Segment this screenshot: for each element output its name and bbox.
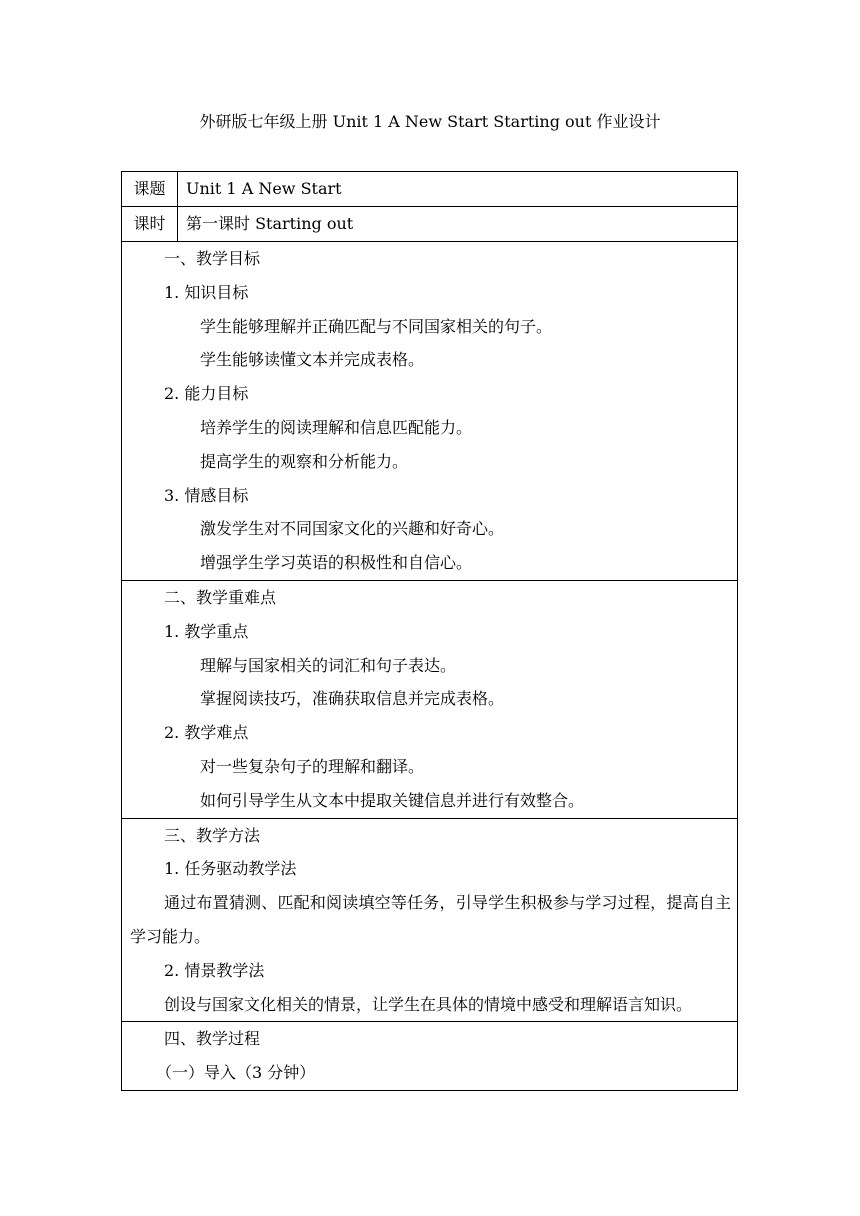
sub-heading: 1. 任务驱动教学法 [164, 859, 297, 879]
list-item: 提高学生的观察和分析能力。 [200, 451, 409, 471]
section-objectives [122, 242, 738, 581]
section-process-row [122, 1022, 738, 1091]
section-process [122, 1022, 738, 1091]
sub-heading: 3. 情感目标 [164, 485, 249, 505]
section-heading: 三、教学方法 [164, 825, 261, 845]
topic-label: 课题 [122, 172, 178, 207]
topic-row [122, 172, 738, 207]
section-methods [122, 818, 738, 1022]
list-item: 增强学生学习英语的积极性和自信心。 [200, 553, 473, 573]
list-item: 学生能够理解并正确匹配与不同国家相关的句子。 [200, 316, 553, 336]
sub-heading: 2. 教学难点 [164, 723, 249, 743]
list-item: 理解与国家相关的词汇和句子表达。 [200, 655, 457, 675]
section-heading: 四、教学过程 [164, 1029, 261, 1049]
sub-heading: 1. 知识目标 [164, 282, 249, 302]
section-key-points-row [122, 580, 738, 818]
list-item: 掌握阅读技巧，准确获取信息并完成表格。 [200, 689, 505, 709]
section-heading: 二、教学重难点 [164, 587, 277, 607]
paragraph: 创设与国家文化相关的情景，让学生在具体的情境中感受和理解语言知识。 [164, 994, 693, 1014]
list-item: 学生能够读懂文本并完成表格。 [200, 350, 425, 370]
section-key-points [122, 580, 738, 818]
list-item: 对一些复杂句子的理解和翻译。 [200, 756, 425, 776]
list-item: 培养学生的阅读理解和信息匹配能力。 [200, 417, 473, 437]
topic-value: Unit 1 A New Start [178, 172, 738, 207]
period-value: 第一课时 Starting out [178, 207, 738, 242]
document-title: 外研版七年级上册 Unit 1 A New Start Starting out 作业设计 [199, 112, 661, 131]
paragraph: 通过布置猜测、匹配和阅读填空等任务，引导学生积极参与学习过程，提高自主学习能力。 [130, 893, 731, 946]
sub-heading: 1. 教学重点 [164, 621, 249, 641]
period-label: 课时 [122, 207, 178, 242]
list-item: 如何引导学生从文本中提取关键信息并进行有效整合。 [200, 790, 585, 810]
lesson-plan-table [121, 171, 738, 1091]
section-objectives-row [122, 242, 738, 581]
sub-heading: （一）导入（3 分钟） [156, 1063, 316, 1083]
section-heading: 一、教学目标 [164, 249, 261, 268]
period-row [122, 207, 738, 242]
sub-heading: 2. 能力目标 [164, 384, 249, 404]
section-methods-row [122, 818, 738, 1022]
list-item: 激发学生对不同国家文化的兴趣和好奇心。 [200, 519, 505, 539]
sub-heading: 2. 情景教学法 [164, 960, 265, 980]
